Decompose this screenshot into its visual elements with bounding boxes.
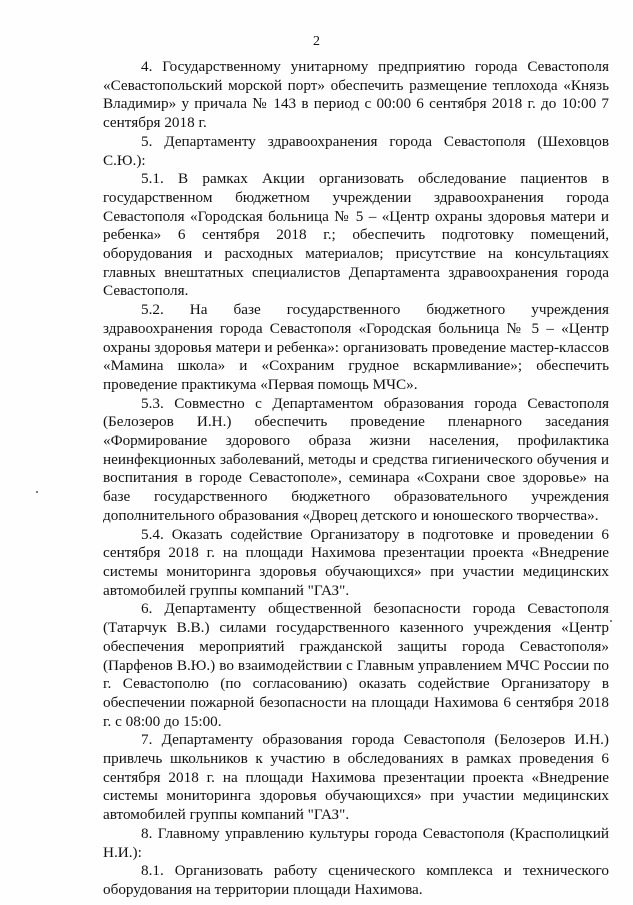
paragraph-5-3: 5.3. Совместно с Департаментом образования города Севастополя (Белозеров И.Н.) обеспечить проведение пленарного заседания «Формирование здорового образа жизни населения, профилактика неинфекционных заболеваний, методы и средства гигиенического обучения и воспитания в городе Севастополе», семинара «Сохрани свое здоровье» на базе государственного бюджетного образовательного учреждения дополнительного образования «Дворец детского и юношеского творчества». [103, 394, 609, 524]
paragraph-8-1: 8.1. Организовать работу сценического комплекса и технического оборудования на территории площади Нахимова. [103, 862, 609, 898]
paragraph-6: 6. Департаменту общественной безопасности города Севастополя (Татарчук В.В.) силами государственного казенного учреждения «Центр обеспечения мероприятий гражданской защиты города Севастополя» (Парфенов В.Ю.) во взаимодействии с Главным управлением МЧС России по г. Севастополю (по согласованию) оказать содействие Организатору в обеспечении пожарной безопасности на площади Нахимова 6 сентября 2018 г. с 08:00 до 15:00. [103, 600, 609, 730]
scan-speck [36, 491, 38, 493]
scan-speck [610, 620, 612, 622]
paragraph-5-2: 5.2. На базе государственного бюджетного учреждения здравоохранения города Севастополя «Городская больница № 5 – «Центр охраны здоровья матери и ребенка»: организовать проведение мастер-классов «Мамина школа» и «Сохраним грудное вскармливание»; обеспечить проведение практикума «Первая помощь МЧС». [103, 301, 609, 393]
paragraph-5-4: 5.4. Оказать содействие Организатору в подготовке и проведении 6 сентября 2018 г. на площади Нахимова презентации проекта «Внедрение системы мониторинга здоровья обучающихся» при участии медицинских автомобилей группы компаний "ГАЗ". [103, 525, 609, 599]
paragraph-4: 4. Государственному унитарному предприятию города Севастополя «Севастопольский морской порт» обеспечить размещение теплохода «Князь Владимир» у причала № 143 в период с 00:00 6 сентября 2018 г. до 10:00 7 сентября 2018 г. [103, 58, 609, 132]
paragraph-8: 8. Главному управлению культуры города Севастополя (Красполицкий Н.И.): [103, 824, 609, 861]
document-body [103, 58, 609, 900]
paragraph-5-1: 5.1. В рамках Акции организовать обследование пациентов в государственном бюджетном учреждении здравоохранения города Севастополя «Городская больница № 5 – «Центр охраны здоровья матери и ребенка» 6 сентября 2018 г.; обеспечить подготовку помещений, оборудования и расходных материалов; присутствие на консультациях главных внештатных специалистов Департамента здравоохранения города Севастополя. [103, 170, 609, 300]
paragraph-7: 7. Департаменту образования города Севастополя (Белозеров И.Н.) привлечь школьников к участию в обследованиях в рамках проведения 6 сентября 2018 г. на площади Нахимова презентации проекта «Внедрение системы мониторинга здоровья обучающихся» при участии медицинских автомобилей группы компаний "ГАЗ". [103, 731, 609, 824]
paragraph-5: 5. Департаменту здравоохранения города Севастополя (Шеховцов С.Ю.): [103, 132, 609, 169]
page-number: 2 [313, 34, 320, 49]
